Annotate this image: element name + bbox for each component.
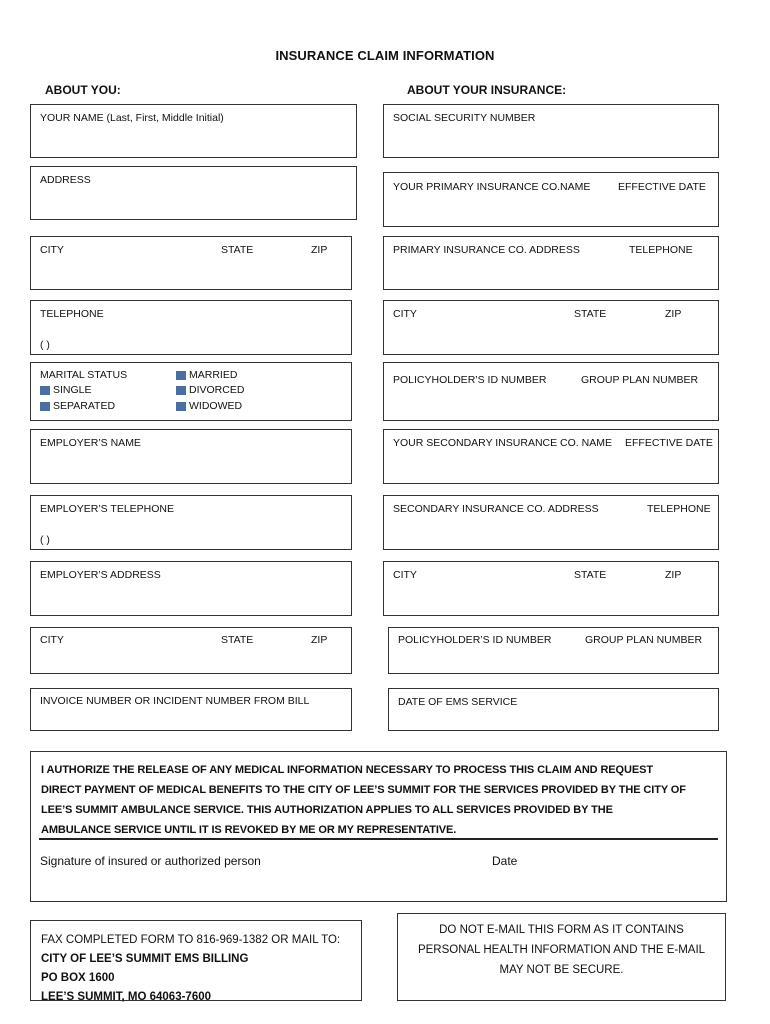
secondary-insurance-name-label: YOUR SECONDARY INSURANCE CO. NAME — [393, 437, 612, 449]
date-of-service-field[interactable] — [388, 688, 719, 731]
fax-mail-box — [30, 920, 362, 1001]
state-label: STATE — [221, 244, 254, 256]
invoice-number-field[interactable] — [30, 688, 352, 731]
divorced-checkbox[interactable] — [176, 386, 186, 395]
mail-po-box: PO BOX 1600 — [41, 972, 115, 984]
primary-insurance-address-field[interactable] — [383, 236, 719, 290]
married-label: MARRIED — [189, 369, 238, 381]
secondary-insurance-address-label: SECONDARY INSURANCE CO. ADDRESS — [393, 503, 599, 515]
married-option[interactable] — [176, 369, 237, 381]
about-insurance-heading: ABOUT YOUR INSURANCE: — [407, 83, 567, 97]
separated-option[interactable] — [40, 400, 115, 412]
employer-city-label: CITY — [40, 634, 64, 646]
secondary-zip-label: ZIP — [665, 569, 682, 581]
mail-city-zip: LEE’S SUMMIT, MO 64063-7600 — [41, 991, 212, 1003]
fax-instructions: FAX COMPLETED FORM TO 816-969-1382 OR MAIL TO: — [41, 934, 341, 946]
date-of-service-label: DATE OF EMS SERVICE — [398, 696, 518, 708]
authorization-text — [41, 760, 721, 840]
primary-zip-label: ZIP — [665, 308, 682, 320]
primary-effective-date-label: EFFECTIVE DATE — [618, 181, 706, 193]
address-field[interactable] — [30, 166, 357, 220]
telephone-field[interactable] — [30, 300, 352, 355]
zip-label: ZIP — [311, 244, 328, 256]
authorization-line-3: LEE’S SUMMIT AMBULANCE SERVICE. THIS AUTHORIZATION APPLIES TO ALL SERVICES PROVIDED BY THE — [41, 804, 613, 816]
authorization-line-1: I AUTHORIZE THE RELEASE OF ANY MEDICAL INFORMATION NECESSARY TO PROCESS THIS CLAIM AND REQUEST — [41, 764, 653, 776]
warning-line-1: DO NOT E-MAIL THIS FORM AS IT CONTAINS — [439, 924, 684, 936]
ssn-field[interactable] — [383, 104, 719, 158]
single-checkbox[interactable] — [40, 386, 50, 395]
authorization-divider — [39, 838, 718, 840]
primary-state-label: STATE — [574, 308, 607, 320]
primary-insurance-name-field[interactable] — [383, 172, 719, 227]
primary-telephone-label: TELEPHONE — [629, 244, 693, 256]
employer-name-label: EMPLOYER’S NAME — [40, 437, 141, 449]
primary-city-state-zip-field[interactable] — [383, 300, 719, 355]
employer-address-field[interactable] — [30, 561, 352, 616]
employer-telephone-field[interactable] — [30, 495, 352, 550]
married-checkbox[interactable] — [176, 371, 186, 380]
mail-recipient: CITY OF LEE’S SUMMIT EMS BILLING — [41, 953, 249, 965]
invoice-number-label: INVOICE NUMBER OR INCIDENT NUMBER FROM BILL — [40, 695, 310, 707]
telephone-label: TELEPHONE — [40, 308, 104, 320]
secondary-effective-date-label: EFFECTIVE DATE — [625, 437, 713, 449]
secondary-group-plan-label: GROUP PLAN NUMBER — [585, 634, 703, 646]
divorced-label: DIVORCED — [189, 384, 245, 396]
primary-insurance-address-label: PRIMARY INSURANCE CO. ADDRESS — [393, 244, 580, 256]
employer-zip-label: ZIP — [311, 634, 328, 646]
primary-policyholder-id-label: POLICYHOLDER’S ID NUMBER — [393, 374, 547, 386]
signature-label: Signature of insured or authorized person — [40, 854, 261, 868]
about-you-heading: ABOUT YOU: — [45, 83, 121, 97]
widowed-label: WIDOWED — [189, 400, 243, 412]
divorced-option[interactable] — [176, 384, 244, 396]
primary-policyholder-field[interactable] — [383, 362, 719, 421]
employer-telephone-paren: ( ) — [40, 534, 50, 546]
marital-status-label: MARITAL STATUS — [40, 369, 128, 381]
primary-city-label: CITY — [393, 308, 417, 320]
marital-status-field — [30, 362, 352, 421]
your-name-label: YOUR NAME (Last, First, Middle Initial) — [40, 112, 224, 124]
secondary-state-label: STATE — [574, 569, 607, 581]
city-state-zip-field[interactable] — [30, 236, 352, 290]
city-label: CITY — [40, 244, 64, 256]
separated-checkbox[interactable] — [40, 402, 50, 411]
single-option[interactable] — [40, 384, 92, 396]
employer-city-state-zip-field[interactable] — [30, 627, 352, 674]
secondary-telephone-label: TELEPHONE — [647, 503, 711, 515]
widowed-option[interactable] — [176, 400, 242, 412]
secondary-city-label: CITY — [393, 569, 417, 581]
primary-insurance-name-label: YOUR PRIMARY INSURANCE CO.NAME — [393, 181, 591, 193]
single-label: SINGLE — [53, 384, 92, 396]
authorization-box — [30, 751, 727, 902]
warning-line-3: MAY NOT BE SECURE. — [499, 964, 624, 976]
primary-group-plan-label: GROUP PLAN NUMBER — [581, 374, 699, 386]
form-title: INSURANCE CLAIM INFORMATION — [275, 48, 495, 63]
ssn-label: SOCIAL SECURITY NUMBER — [393, 112, 536, 124]
widowed-checkbox[interactable] — [176, 402, 186, 411]
employer-address-label: EMPLOYER’S ADDRESS — [40, 569, 161, 581]
employer-name-field[interactable] — [30, 429, 352, 484]
secondary-policyholder-field[interactable] — [388, 627, 719, 674]
telephone-paren: ( ) — [40, 339, 50, 351]
secondary-insurance-name-field[interactable] — [383, 429, 719, 484]
authorization-line-4: AMBULANCE SERVICE UNTIL IT IS REVOKED BY ME OR MY REPRESENTATIVE. — [41, 824, 457, 836]
authorization-line-2: DIRECT PAYMENT OF MEDICAL BENEFITS TO THE CITY OF LEE’S SUMMIT FOR THE SERVICES PROVIDED BY THE CITY OF — [41, 784, 686, 796]
email-warning-box — [397, 913, 726, 1001]
secondary-city-state-zip-field[interactable] — [383, 561, 719, 616]
address-label: ADDRESS — [40, 174, 91, 186]
secondary-insurance-address-field[interactable] — [383, 495, 719, 550]
warning-line-2: PERSONAL HEALTH INFORMATION AND THE E-MAIL — [417, 944, 706, 956]
secondary-policyholder-id-label: POLICYHOLDER’S ID NUMBER — [398, 634, 552, 646]
employer-telephone-label: EMPLOYER’S TELEPHONE — [40, 503, 175, 515]
employer-state-label: STATE — [221, 634, 254, 646]
separated-label: SEPARATED — [53, 400, 116, 412]
date-label: Date — [492, 854, 518, 868]
your-name-field[interactable] — [30, 104, 357, 158]
